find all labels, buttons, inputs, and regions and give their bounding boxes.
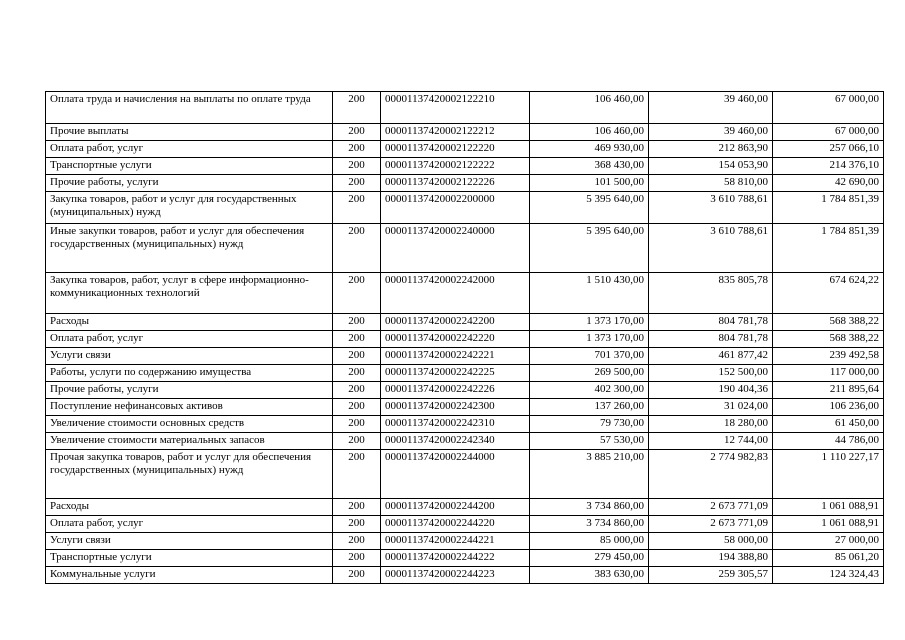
- row-executed-cell: 58 810,00: [649, 175, 773, 192]
- table-row: [46, 124, 884, 141]
- table-row: [46, 331, 884, 348]
- row-approved-cell: 1 510 430,00: [530, 273, 649, 314]
- row-executed-cell: 154 053,90: [649, 158, 773, 175]
- row-name-cell: Транспортные услуги: [46, 550, 333, 567]
- row-kbk-cell: 00001137420002244221: [381, 533, 530, 550]
- row-approved-cell: 57 530,00: [530, 433, 649, 450]
- row-executed-cell: 39 460,00: [649, 92, 773, 124]
- row-approved-cell: 5 395 640,00: [530, 224, 649, 273]
- row-name-cell: Прочие выплаты: [46, 124, 333, 141]
- row-remaining-cell: 27 000,00: [773, 533, 884, 550]
- row-remaining-cell: 214 376,10: [773, 158, 884, 175]
- row-kbk-cell: 00001137420002242200: [381, 314, 530, 331]
- row-remaining-cell: 568 388,22: [773, 331, 884, 348]
- row-remaining-cell: 106 236,00: [773, 399, 884, 416]
- row-code-cell: 200: [333, 516, 381, 533]
- table-row: [46, 141, 884, 158]
- row-executed-cell: 461 877,42: [649, 348, 773, 365]
- table-row: [46, 533, 884, 550]
- row-approved-cell: 383 630,00: [530, 567, 649, 584]
- row-code-cell: 200: [333, 141, 381, 158]
- row-name-cell: Услуги связи: [46, 348, 333, 365]
- row-name-cell: Расходы: [46, 499, 333, 516]
- table-row: [46, 399, 884, 416]
- row-name-cell: Услуги связи: [46, 533, 333, 550]
- row-name-cell: Прочая закупка товаров, работ и услуг для обеспечения государственных (муниципальных) нужд: [46, 450, 333, 499]
- row-approved-cell: 101 500,00: [530, 175, 649, 192]
- table-row: [46, 92, 884, 124]
- table-row: [46, 314, 884, 331]
- row-code-cell: 200: [333, 567, 381, 584]
- table-row: [46, 516, 884, 533]
- row-executed-cell: 31 024,00: [649, 399, 773, 416]
- table-row: [46, 273, 884, 314]
- row-approved-cell: 3 734 860,00: [530, 499, 649, 516]
- budget-execution-table: [45, 91, 884, 584]
- row-kbk-cell: 00001137420002244000: [381, 450, 530, 499]
- row-approved-cell: 1 373 170,00: [530, 331, 649, 348]
- table-row: [46, 348, 884, 365]
- row-code-cell: 200: [333, 499, 381, 516]
- row-executed-cell: 835 805,78: [649, 273, 773, 314]
- row-approved-cell: 269 500,00: [530, 365, 649, 382]
- row-approved-cell: 106 460,00: [530, 124, 649, 141]
- table-row: [46, 175, 884, 192]
- row-code-cell: 200: [333, 382, 381, 399]
- row-approved-cell: 402 300,00: [530, 382, 649, 399]
- row-name-cell: Увеличение стоимости основных средств: [46, 416, 333, 433]
- row-executed-cell: 2 673 771,09: [649, 516, 773, 533]
- row-approved-cell: 1 373 170,00: [530, 314, 649, 331]
- table-row: [46, 433, 884, 450]
- row-kbk-cell: 00001137420002244222: [381, 550, 530, 567]
- row-approved-cell: 85 000,00: [530, 533, 649, 550]
- row-name-cell: Поступление нефинансовых активов: [46, 399, 333, 416]
- row-executed-cell: 190 404,36: [649, 382, 773, 399]
- row-executed-cell: 3 610 788,61: [649, 192, 773, 224]
- row-approved-cell: 469 930,00: [530, 141, 649, 158]
- row-name-cell: Оплата работ, услуг: [46, 141, 333, 158]
- row-kbk-cell: 00001137420002244200: [381, 499, 530, 516]
- row-name-cell: Оплата труда и начисления на выплаты по оплате труда: [46, 92, 333, 124]
- row-code-cell: 200: [333, 416, 381, 433]
- row-approved-cell: 3 734 860,00: [530, 516, 649, 533]
- row-name-cell: Прочие работы, услуги: [46, 382, 333, 399]
- row-executed-cell: 804 781,78: [649, 314, 773, 331]
- row-kbk-cell: 00001137420002122210: [381, 92, 530, 124]
- table-row: [46, 224, 884, 273]
- row-approved-cell: 3 885 210,00: [530, 450, 649, 499]
- row-remaining-cell: 257 066,10: [773, 141, 884, 158]
- table-row: [46, 416, 884, 433]
- row-code-cell: 200: [333, 365, 381, 382]
- row-code-cell: 200: [333, 399, 381, 416]
- row-approved-cell: 368 430,00: [530, 158, 649, 175]
- row-kbk-cell: 00001137420002242225: [381, 365, 530, 382]
- row-remaining-cell: 1 110 227,17: [773, 450, 884, 499]
- table-row: [46, 499, 884, 516]
- row-executed-cell: 152 500,00: [649, 365, 773, 382]
- table-row: [46, 382, 884, 399]
- row-remaining-cell: 44 786,00: [773, 433, 884, 450]
- row-kbk-cell: 00001137420002240000: [381, 224, 530, 273]
- table-row: [46, 158, 884, 175]
- row-name-cell: Закупка товаров, работ, услуг в сфере информационно-коммуникационных технологий: [46, 273, 333, 314]
- row-remaining-cell: 239 492,58: [773, 348, 884, 365]
- row-code-cell: 200: [333, 175, 381, 192]
- row-code-cell: 200: [333, 450, 381, 499]
- table-body: [46, 92, 884, 584]
- row-executed-cell: 212 863,90: [649, 141, 773, 158]
- row-remaining-cell: 1 784 851,39: [773, 192, 884, 224]
- row-approved-cell: 106 460,00: [530, 92, 649, 124]
- row-code-cell: 200: [333, 224, 381, 273]
- row-remaining-cell: 674 624,22: [773, 273, 884, 314]
- row-executed-cell: 804 781,78: [649, 331, 773, 348]
- row-code-cell: 200: [333, 331, 381, 348]
- row-name-cell: Расходы: [46, 314, 333, 331]
- row-kbk-cell: 00001137420002244220: [381, 516, 530, 533]
- row-name-cell: Иные закупки товаров, работ и услуг для обеспечения государственных (муниципальных) нужд: [46, 224, 333, 273]
- table-row: [46, 567, 884, 584]
- row-kbk-cell: 00001137420002242310: [381, 416, 530, 433]
- row-kbk-cell: 00001137420002122212: [381, 124, 530, 141]
- row-remaining-cell: 117 000,00: [773, 365, 884, 382]
- row-executed-cell: 3 610 788,61: [649, 224, 773, 273]
- row-remaining-cell: 42 690,00: [773, 175, 884, 192]
- row-code-cell: 200: [333, 192, 381, 224]
- row-kbk-cell: 00001137420002242340: [381, 433, 530, 450]
- row-code-cell: 200: [333, 124, 381, 141]
- row-remaining-cell: 61 450,00: [773, 416, 884, 433]
- table-row: [46, 550, 884, 567]
- row-name-cell: Увеличение стоимости материальных запасов: [46, 433, 333, 450]
- row-code-cell: 200: [333, 550, 381, 567]
- row-kbk-cell: 00001137420002244223: [381, 567, 530, 584]
- row-name-cell: Оплата работ, услуг: [46, 516, 333, 533]
- row-name-cell: Коммунальные услуги: [46, 567, 333, 584]
- row-code-cell: 200: [333, 348, 381, 365]
- row-code-cell: 200: [333, 273, 381, 314]
- row-code-cell: 200: [333, 92, 381, 124]
- row-kbk-cell: 00001137420002122226: [381, 175, 530, 192]
- row-kbk-cell: 00001137420002242300: [381, 399, 530, 416]
- row-name-cell: Оплата работ, услуг: [46, 331, 333, 348]
- row-remaining-cell: 85 061,20: [773, 550, 884, 567]
- table-row: [46, 450, 884, 499]
- row-executed-cell: 194 388,80: [649, 550, 773, 567]
- row-name-cell: Прочие работы, услуги: [46, 175, 333, 192]
- row-remaining-cell: 1 061 088,91: [773, 516, 884, 533]
- row-name-cell: Закупка товаров, работ и услуг для государственных (муниципальных) нужд: [46, 192, 333, 224]
- row-remaining-cell: 1 061 088,91: [773, 499, 884, 516]
- row-name-cell: Транспортные услуги: [46, 158, 333, 175]
- row-remaining-cell: 1 784 851,39: [773, 224, 884, 273]
- row-executed-cell: 39 460,00: [649, 124, 773, 141]
- row-remaining-cell: 67 000,00: [773, 124, 884, 141]
- row-name-cell: Работы, услуги по содержанию имущества: [46, 365, 333, 382]
- row-remaining-cell: 67 000,00: [773, 92, 884, 124]
- row-kbk-cell: 00001137420002242000: [381, 273, 530, 314]
- row-executed-cell: 18 280,00: [649, 416, 773, 433]
- row-approved-cell: 701 370,00: [530, 348, 649, 365]
- row-remaining-cell: 124 324,43: [773, 567, 884, 584]
- row-remaining-cell: 568 388,22: [773, 314, 884, 331]
- row-kbk-cell: 00001137420002242220: [381, 331, 530, 348]
- row-executed-cell: 259 305,57: [649, 567, 773, 584]
- row-kbk-cell: 00001137420002242221: [381, 348, 530, 365]
- row-approved-cell: 5 395 640,00: [530, 192, 649, 224]
- row-approved-cell: 137 260,00: [530, 399, 649, 416]
- row-executed-cell: 2 673 771,09: [649, 499, 773, 516]
- row-kbk-cell: 00001137420002242226: [381, 382, 530, 399]
- row-code-cell: 200: [333, 314, 381, 331]
- row-executed-cell: 2 774 982,83: [649, 450, 773, 499]
- table-row: [46, 365, 884, 382]
- row-approved-cell: 279 450,00: [530, 550, 649, 567]
- row-kbk-cell: 00001137420002122220: [381, 141, 530, 158]
- row-kbk-cell: 00001137420002122222: [381, 158, 530, 175]
- row-executed-cell: 12 744,00: [649, 433, 773, 450]
- row-approved-cell: 79 730,00: [530, 416, 649, 433]
- table-row: [46, 192, 884, 224]
- row-remaining-cell: 211 895,64: [773, 382, 884, 399]
- row-code-cell: 200: [333, 533, 381, 550]
- row-code-cell: 200: [333, 158, 381, 175]
- row-executed-cell: 58 000,00: [649, 533, 773, 550]
- row-code-cell: 200: [333, 433, 381, 450]
- row-kbk-cell: 00001137420002200000: [381, 192, 530, 224]
